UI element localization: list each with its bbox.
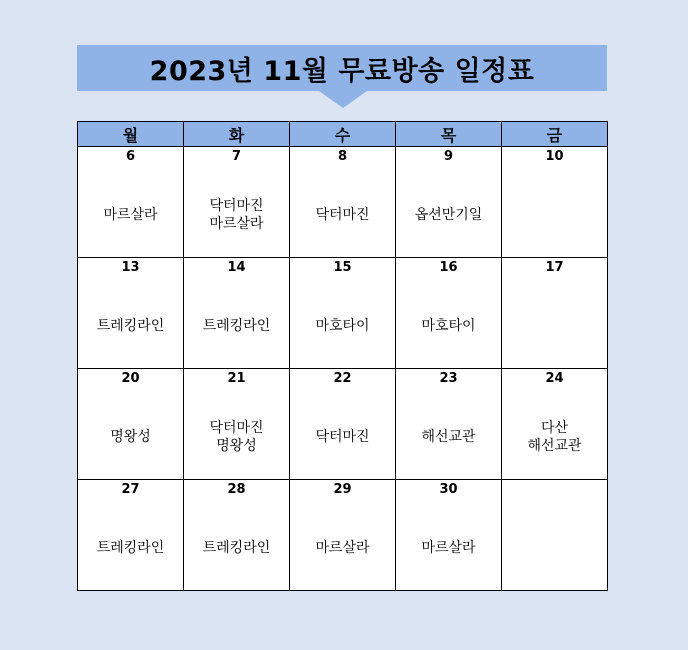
broadcast-event: 마호타이 [315,318,370,334]
event-list [396,195,501,235]
weekday-header: 금 [502,122,608,147]
day-number: 7 [231,149,242,164]
weekday-header: 월 [78,122,184,147]
broadcast-event: 트레킹라인 [96,318,165,334]
day-number: 22 [333,371,352,386]
day-cell [78,258,184,369]
broadcast-event: 트레킹라인 [202,318,271,334]
day-cell [396,147,502,258]
day-cell [290,480,396,591]
week-row [78,480,608,591]
day-cell [396,369,502,480]
broadcast-event: 닥터마진 [315,207,370,223]
broadcast-event: 해선교관 [527,438,582,454]
day-cell [290,369,396,480]
event-list [78,306,183,346]
day-number: 9 [443,149,454,164]
weekday-header: 목 [396,122,502,147]
day-cell [78,369,184,480]
day-number: 8 [337,149,348,164]
day-cell [396,258,502,369]
week-row [78,369,608,480]
day-number: 28 [227,482,246,497]
weekday-header-row [78,122,608,147]
broadcast-event: 트레킹라인 [202,540,271,556]
day-number: 23 [439,371,458,386]
broadcast-event: 닥터마진 [209,420,264,436]
broadcast-event: 마르살라 [315,540,370,556]
broadcast-event: 명왕성 [216,438,257,454]
schedule-calendar [77,121,608,591]
event-list [290,417,395,457]
event-list [502,195,607,235]
day-cell [290,147,396,258]
broadcast-event: 마호타이 [421,318,476,334]
day-number: 29 [333,482,352,497]
day-number: 10 [545,149,564,164]
day-cell [290,258,396,369]
day-number: 16 [439,260,458,275]
day-number: 30 [439,482,458,497]
event-list [78,528,183,568]
event-list [290,306,395,346]
day-cell [502,480,608,591]
day-number: 20 [121,371,140,386]
day-cell [502,147,608,258]
broadcast-event: 트레킹라인 [96,540,165,556]
day-number: 27 [121,482,140,497]
event-list [396,528,501,568]
day-cell [502,369,608,480]
event-list [184,528,289,568]
page-title: 2023년 11월 무료방송 일정표 [149,55,535,87]
day-number: 13 [121,260,140,275]
day-cell [502,258,608,369]
broadcast-event: 마르살라 [103,207,158,223]
event-list [184,195,289,235]
event-list [396,417,501,457]
event-list [290,528,395,568]
day-number: 6 [125,149,136,164]
day-cell [78,147,184,258]
event-list [78,417,183,457]
day-cell [396,480,502,591]
day-number: 14 [227,260,246,275]
broadcast-event: 해선교관 [421,429,476,445]
event-list [290,195,395,235]
weekday-header: 수 [290,122,396,147]
broadcast-event: 다산 [540,420,569,436]
week-row [78,147,608,258]
day-cell [184,480,290,591]
broadcast-event: 명왕성 [110,429,151,445]
event-list [184,306,289,346]
event-list [502,417,607,457]
day-cell [184,147,290,258]
event-list [502,528,607,568]
broadcast-event: 닥터마진 [315,429,370,445]
day-cell [78,480,184,591]
broadcast-event: 마르살라 [421,540,476,556]
event-list [184,417,289,457]
day-number: 21 [227,371,246,386]
week-row [78,258,608,369]
day-number: 24 [545,371,564,386]
day-cell [184,258,290,369]
broadcast-event: 옵션만기일 [414,207,483,223]
day-number: 15 [333,260,352,275]
banner-pointer [319,91,367,108]
event-list [502,306,607,346]
event-list [78,195,183,235]
broadcast-event: 마르살라 [209,216,264,232]
day-cell [184,369,290,480]
day-number: 17 [545,260,564,275]
title-banner [77,45,607,91]
event-list [396,306,501,346]
weekday-header: 화 [184,122,290,147]
broadcast-event: 닥터마진 [209,198,264,214]
